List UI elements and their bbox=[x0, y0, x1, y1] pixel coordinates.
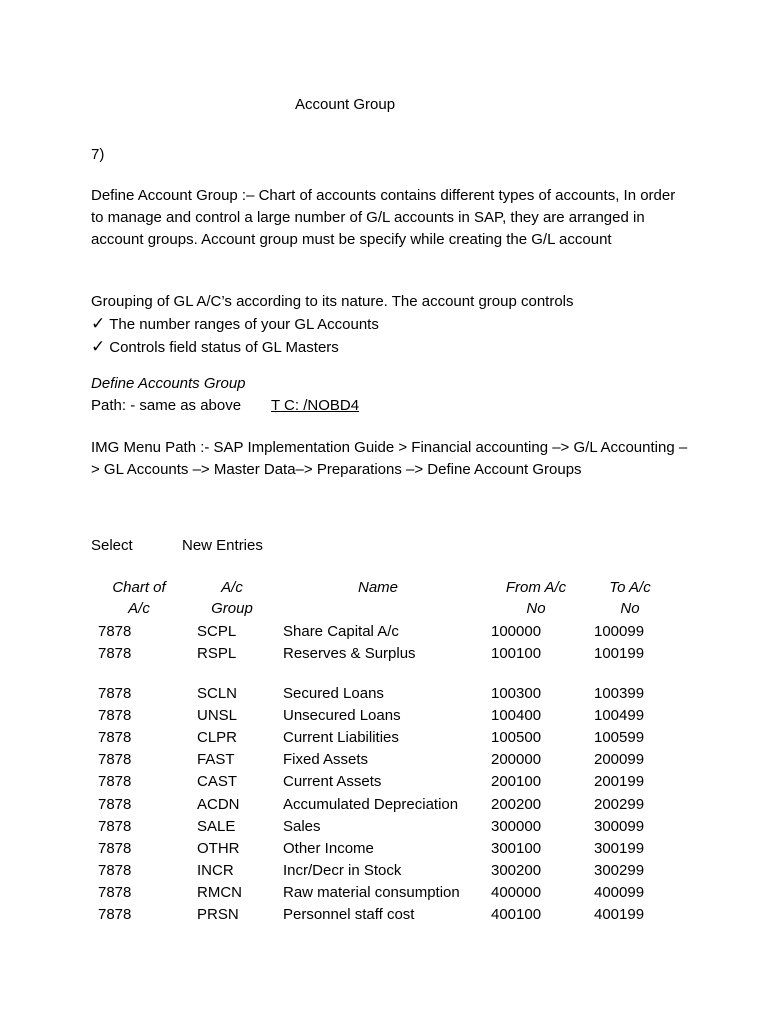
table-row bbox=[0, 771, 768, 793]
bullet-text: Controls field status of GL Masters bbox=[109, 339, 339, 356]
cell-from-account: 100400 bbox=[491, 707, 542, 724]
bullet-field-status bbox=[91, 336, 691, 359]
cell-from-account: 300000 bbox=[491, 818, 542, 835]
section-number: 7) bbox=[91, 146, 105, 163]
cell-from-account: 300100 bbox=[491, 840, 542, 857]
cell-to-account: 300099 bbox=[594, 818, 645, 835]
header-account-group bbox=[195, 577, 269, 619]
cell-from-account: 200200 bbox=[491, 796, 542, 813]
cell-name: Accumulated Depreciation bbox=[283, 796, 459, 813]
cell-account-group: CAST bbox=[197, 773, 238, 790]
header-line: From A/c bbox=[505, 579, 567, 596]
cell-chart-of-accounts: 7878 bbox=[98, 623, 132, 640]
header-chart-of-accounts bbox=[96, 577, 182, 619]
header-name bbox=[280, 577, 476, 598]
grouping-paragraph bbox=[91, 291, 691, 359]
header-to-account bbox=[588, 577, 672, 619]
cell-chart-of-accounts: 7878 bbox=[98, 751, 132, 768]
cell-from-account: 200000 bbox=[491, 751, 542, 768]
table-row bbox=[0, 904, 768, 926]
cell-chart-of-accounts: 7878 bbox=[98, 862, 132, 879]
cell-account-group: FAST bbox=[197, 751, 235, 768]
cell-name: Fixed Assets bbox=[283, 751, 369, 768]
header-line: A/c bbox=[128, 600, 150, 617]
table-row bbox=[0, 838, 768, 860]
cell-name: Other Income bbox=[283, 840, 374, 857]
cell-to-account: 300299 bbox=[594, 862, 645, 879]
table-row bbox=[0, 727, 768, 749]
bullet-text: The number ranges of your GL Accounts bbox=[109, 316, 379, 333]
cell-to-account: 100199 bbox=[594, 645, 645, 662]
cell-name: Share Capital A/c bbox=[283, 623, 399, 640]
cell-chart-of-accounts: 7878 bbox=[98, 840, 132, 857]
new-entries-label: New Entries bbox=[182, 537, 263, 554]
cell-to-account: 300199 bbox=[594, 840, 645, 857]
cell-to-account: 100499 bbox=[594, 707, 645, 724]
cell-name: Incr/Decr in Stock bbox=[283, 862, 402, 879]
cell-account-group: RMCN bbox=[197, 884, 242, 901]
cell-from-account: 300200 bbox=[491, 862, 542, 879]
cell-account-group: CLPR bbox=[197, 729, 238, 746]
cell-account-group: RSPL bbox=[197, 645, 237, 662]
cell-account-group: INCR bbox=[197, 862, 234, 879]
table-row bbox=[0, 683, 768, 705]
table-row bbox=[0, 794, 768, 816]
cell-name: Reserves & Surplus bbox=[283, 645, 416, 662]
define-heading: Define Accounts Group bbox=[91, 375, 246, 392]
cell-account-group: ACDN bbox=[197, 796, 240, 813]
cell-chart-of-accounts: 7878 bbox=[98, 729, 132, 746]
cell-from-account: 200100 bbox=[491, 773, 542, 790]
cell-name: Sales bbox=[283, 818, 321, 835]
cell-from-account: 100300 bbox=[491, 685, 542, 702]
cell-from-account: 100500 bbox=[491, 729, 542, 746]
header-line: Group bbox=[211, 600, 253, 617]
bullet-number-ranges bbox=[91, 313, 691, 336]
header-line: To A/c bbox=[609, 579, 651, 596]
check-icon: ✓ bbox=[91, 314, 106, 333]
grouping-intro: Grouping of GL A/C’s according to its nature. The account group controls bbox=[91, 293, 574, 310]
cell-name: Personnel staff cost bbox=[283, 906, 415, 923]
cell-chart-of-accounts: 7878 bbox=[98, 818, 132, 835]
cell-chart-of-accounts: 7878 bbox=[98, 707, 132, 724]
cell-account-group: PRSN bbox=[197, 906, 239, 923]
cell-chart-of-accounts: 7878 bbox=[98, 645, 132, 662]
table-row bbox=[0, 621, 768, 643]
cell-to-account: 100599 bbox=[594, 729, 645, 746]
cell-to-account: 400099 bbox=[594, 884, 645, 901]
table-row bbox=[0, 860, 768, 882]
img-menu-path: IMG Menu Path :- SAP Implementation Guide > Financial accounting –> G/L Accounting –> GL Accounts –> Master Data–> Preparations –> Define Account Groups bbox=[91, 439, 688, 478]
cell-account-group: SCPL bbox=[197, 623, 237, 640]
cell-from-account: 100100 bbox=[491, 645, 542, 662]
cell-chart-of-accounts: 7878 bbox=[98, 773, 132, 790]
cell-name: Current Assets bbox=[283, 773, 382, 790]
select-label: Select bbox=[91, 537, 133, 554]
cell-to-account: 400199 bbox=[594, 906, 645, 923]
cell-from-account: 400000 bbox=[491, 884, 542, 901]
table-row bbox=[0, 816, 768, 838]
check-icon: ✓ bbox=[91, 337, 106, 356]
cell-to-account: 100399 bbox=[594, 685, 645, 702]
cell-chart-of-accounts: 7878 bbox=[98, 884, 132, 901]
path-text: Path: - same as above bbox=[91, 397, 242, 414]
cell-chart-of-accounts: 7878 bbox=[98, 906, 132, 923]
page-title: Account Group bbox=[295, 96, 396, 113]
cell-to-account: 100099 bbox=[594, 623, 645, 640]
cell-account-group: SCLN bbox=[197, 685, 238, 702]
cell-name: Secured Loans bbox=[283, 685, 384, 702]
definition-paragraph: Define Account Group :– Chart of accounts contains different types of accounts, In order to manage and control a large number of G/L accounts in SAP, they are arranged in account groups. Account group must be specify while creating the G/L account bbox=[91, 187, 676, 248]
cell-name: Raw material consumption bbox=[283, 884, 460, 901]
cell-chart-of-accounts: 7878 bbox=[98, 796, 132, 813]
transaction-code: T C: /NOBD4 bbox=[271, 397, 360, 414]
header-line: A/c bbox=[221, 579, 243, 596]
header-line: No bbox=[526, 600, 546, 617]
table-row bbox=[0, 643, 768, 665]
cell-account-group: OTHR bbox=[197, 840, 240, 857]
header-line: Name bbox=[357, 579, 398, 596]
table-row bbox=[0, 705, 768, 727]
cell-chart-of-accounts: 7878 bbox=[98, 685, 132, 702]
cell-to-account: 200199 bbox=[594, 773, 645, 790]
header-line: No bbox=[620, 600, 640, 617]
cell-to-account: 200299 bbox=[594, 796, 645, 813]
header-line: Chart of bbox=[112, 579, 166, 596]
cell-from-account: 400100 bbox=[491, 906, 542, 923]
cell-to-account: 200099 bbox=[594, 751, 645, 768]
cell-from-account: 100000 bbox=[491, 623, 542, 640]
cell-name: Current Liabilities bbox=[283, 729, 399, 746]
cell-name: Unsecured Loans bbox=[283, 707, 401, 724]
table-row bbox=[0, 882, 768, 904]
cell-account-group: UNSL bbox=[197, 707, 238, 724]
header-from-account bbox=[488, 577, 584, 619]
cell-account-group: SALE bbox=[197, 818, 236, 835]
table-row bbox=[0, 749, 768, 771]
